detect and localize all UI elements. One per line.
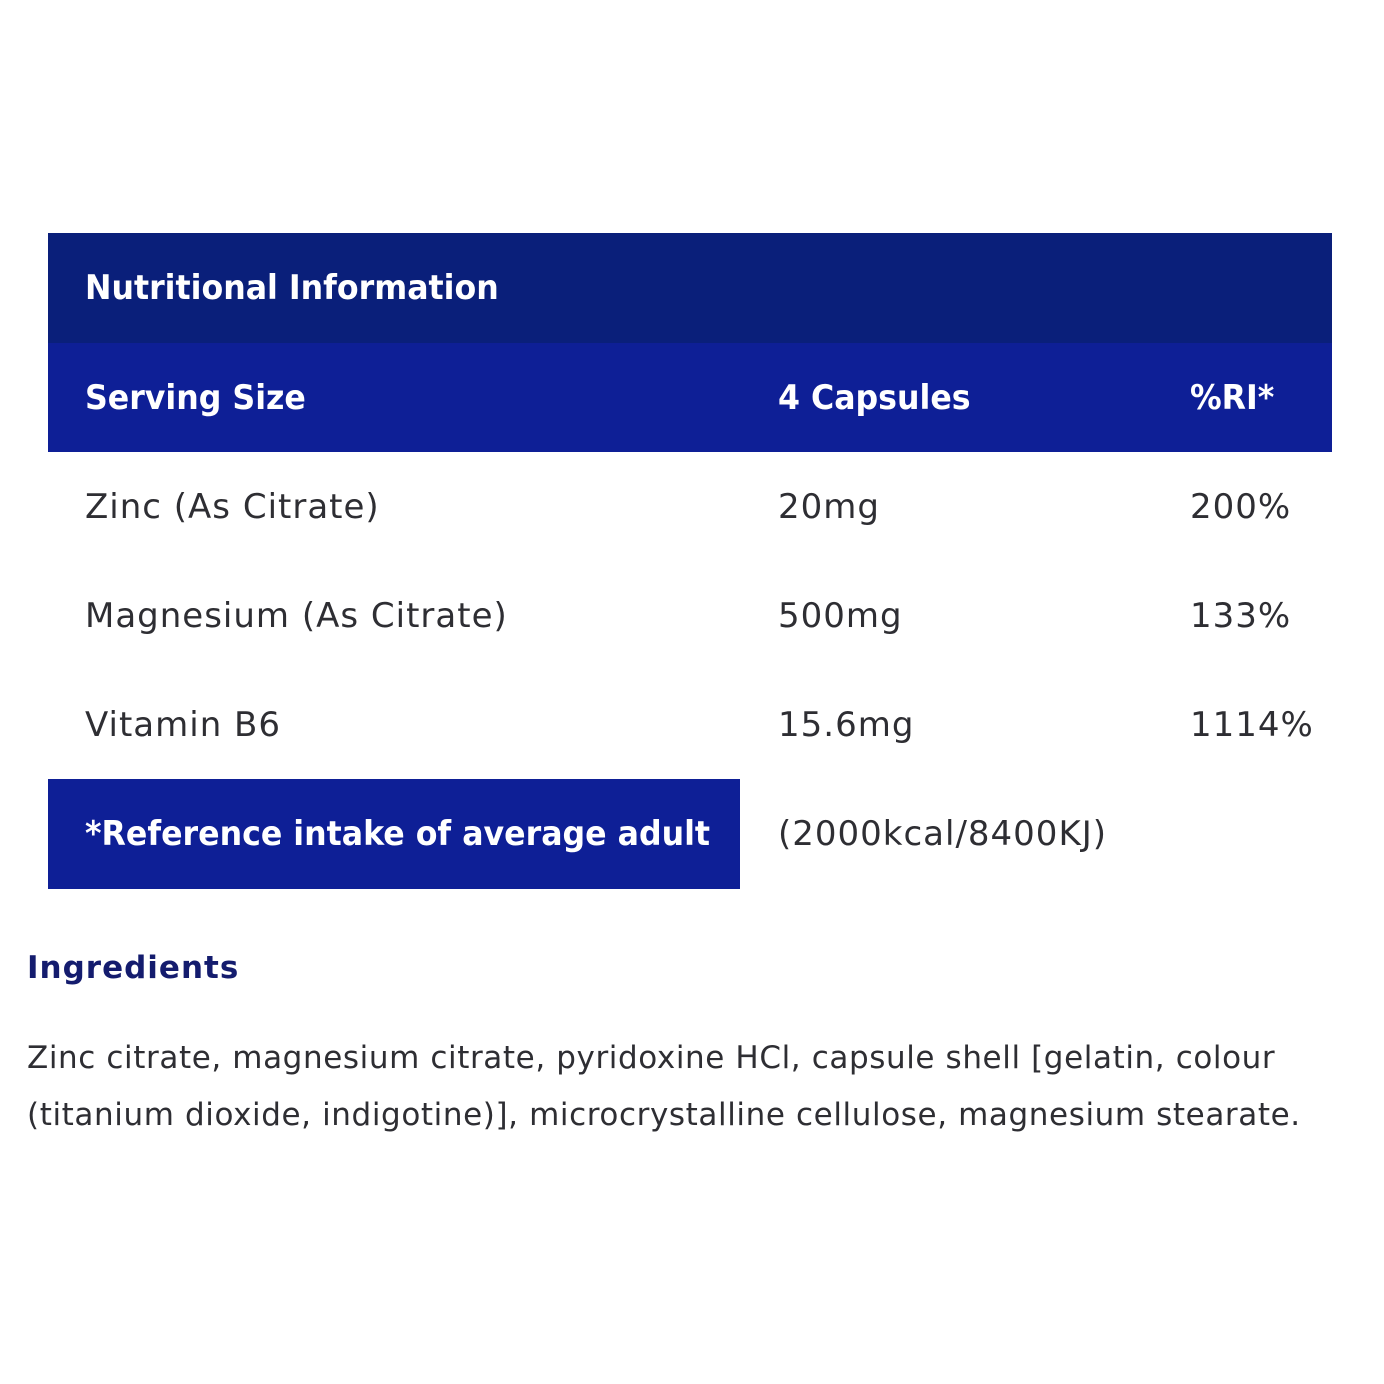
amount-cell xyxy=(778,452,880,561)
ri-cell xyxy=(1190,452,1291,561)
nutrient-ri: 1114% xyxy=(1190,704,1314,745)
nutrient-name: Magnesium (As Citrate) xyxy=(85,595,508,636)
nutrient-ri: 200% xyxy=(1190,486,1292,527)
reference-row xyxy=(48,779,1332,889)
table-header-row xyxy=(48,343,1332,452)
table-row xyxy=(48,670,1332,779)
reference-value: (2000kcal/8400KJ) xyxy=(778,814,1108,854)
header-cell-serving-size xyxy=(85,343,323,452)
header-cell-capsules xyxy=(778,343,985,452)
reference-label-box xyxy=(48,779,740,889)
nutrient-name: Zinc (As Citrate) xyxy=(85,486,380,527)
nutrient-amount: 15.6mg xyxy=(778,704,915,745)
table-row xyxy=(48,561,1332,670)
table-title-cell xyxy=(85,233,530,343)
table-row xyxy=(48,452,1332,561)
nutrition-table xyxy=(48,233,1332,889)
ingredients-heading: Ingredients xyxy=(27,950,240,986)
nutrient-cell xyxy=(85,452,380,561)
nutrient-amount: 20mg xyxy=(778,486,880,527)
header-ri: %RI* xyxy=(1190,377,1275,418)
nutrient-ri: 133% xyxy=(1190,595,1292,636)
table-title-row xyxy=(48,233,1332,343)
reference-value-cell xyxy=(778,779,1107,889)
nutrient-cell xyxy=(85,670,281,779)
header-serving-size: Serving Size xyxy=(85,377,306,418)
reference-label: *Reference intake of average adult xyxy=(85,814,711,854)
table-title: Nutritional Information xyxy=(85,268,499,308)
amount-cell xyxy=(778,561,903,670)
ingredients-text: Zinc citrate, magnesium citrate, pyridoxine HCl, capsule shell [gelatin, colour (titanium dioxide, indigotine)], microcrystalline cellulose, magnesium stearate. xyxy=(27,1040,1301,1133)
nutrient-name: Vitamin B6 xyxy=(85,704,282,745)
header-cell-ri xyxy=(1190,343,1281,452)
nutrient-amount: 500mg xyxy=(778,595,903,636)
ri-cell xyxy=(1190,561,1291,670)
amount-cell xyxy=(778,670,914,779)
nutrient-cell xyxy=(85,561,508,670)
ri-cell xyxy=(1190,670,1314,779)
header-capsules: 4 Capsules xyxy=(778,377,971,418)
